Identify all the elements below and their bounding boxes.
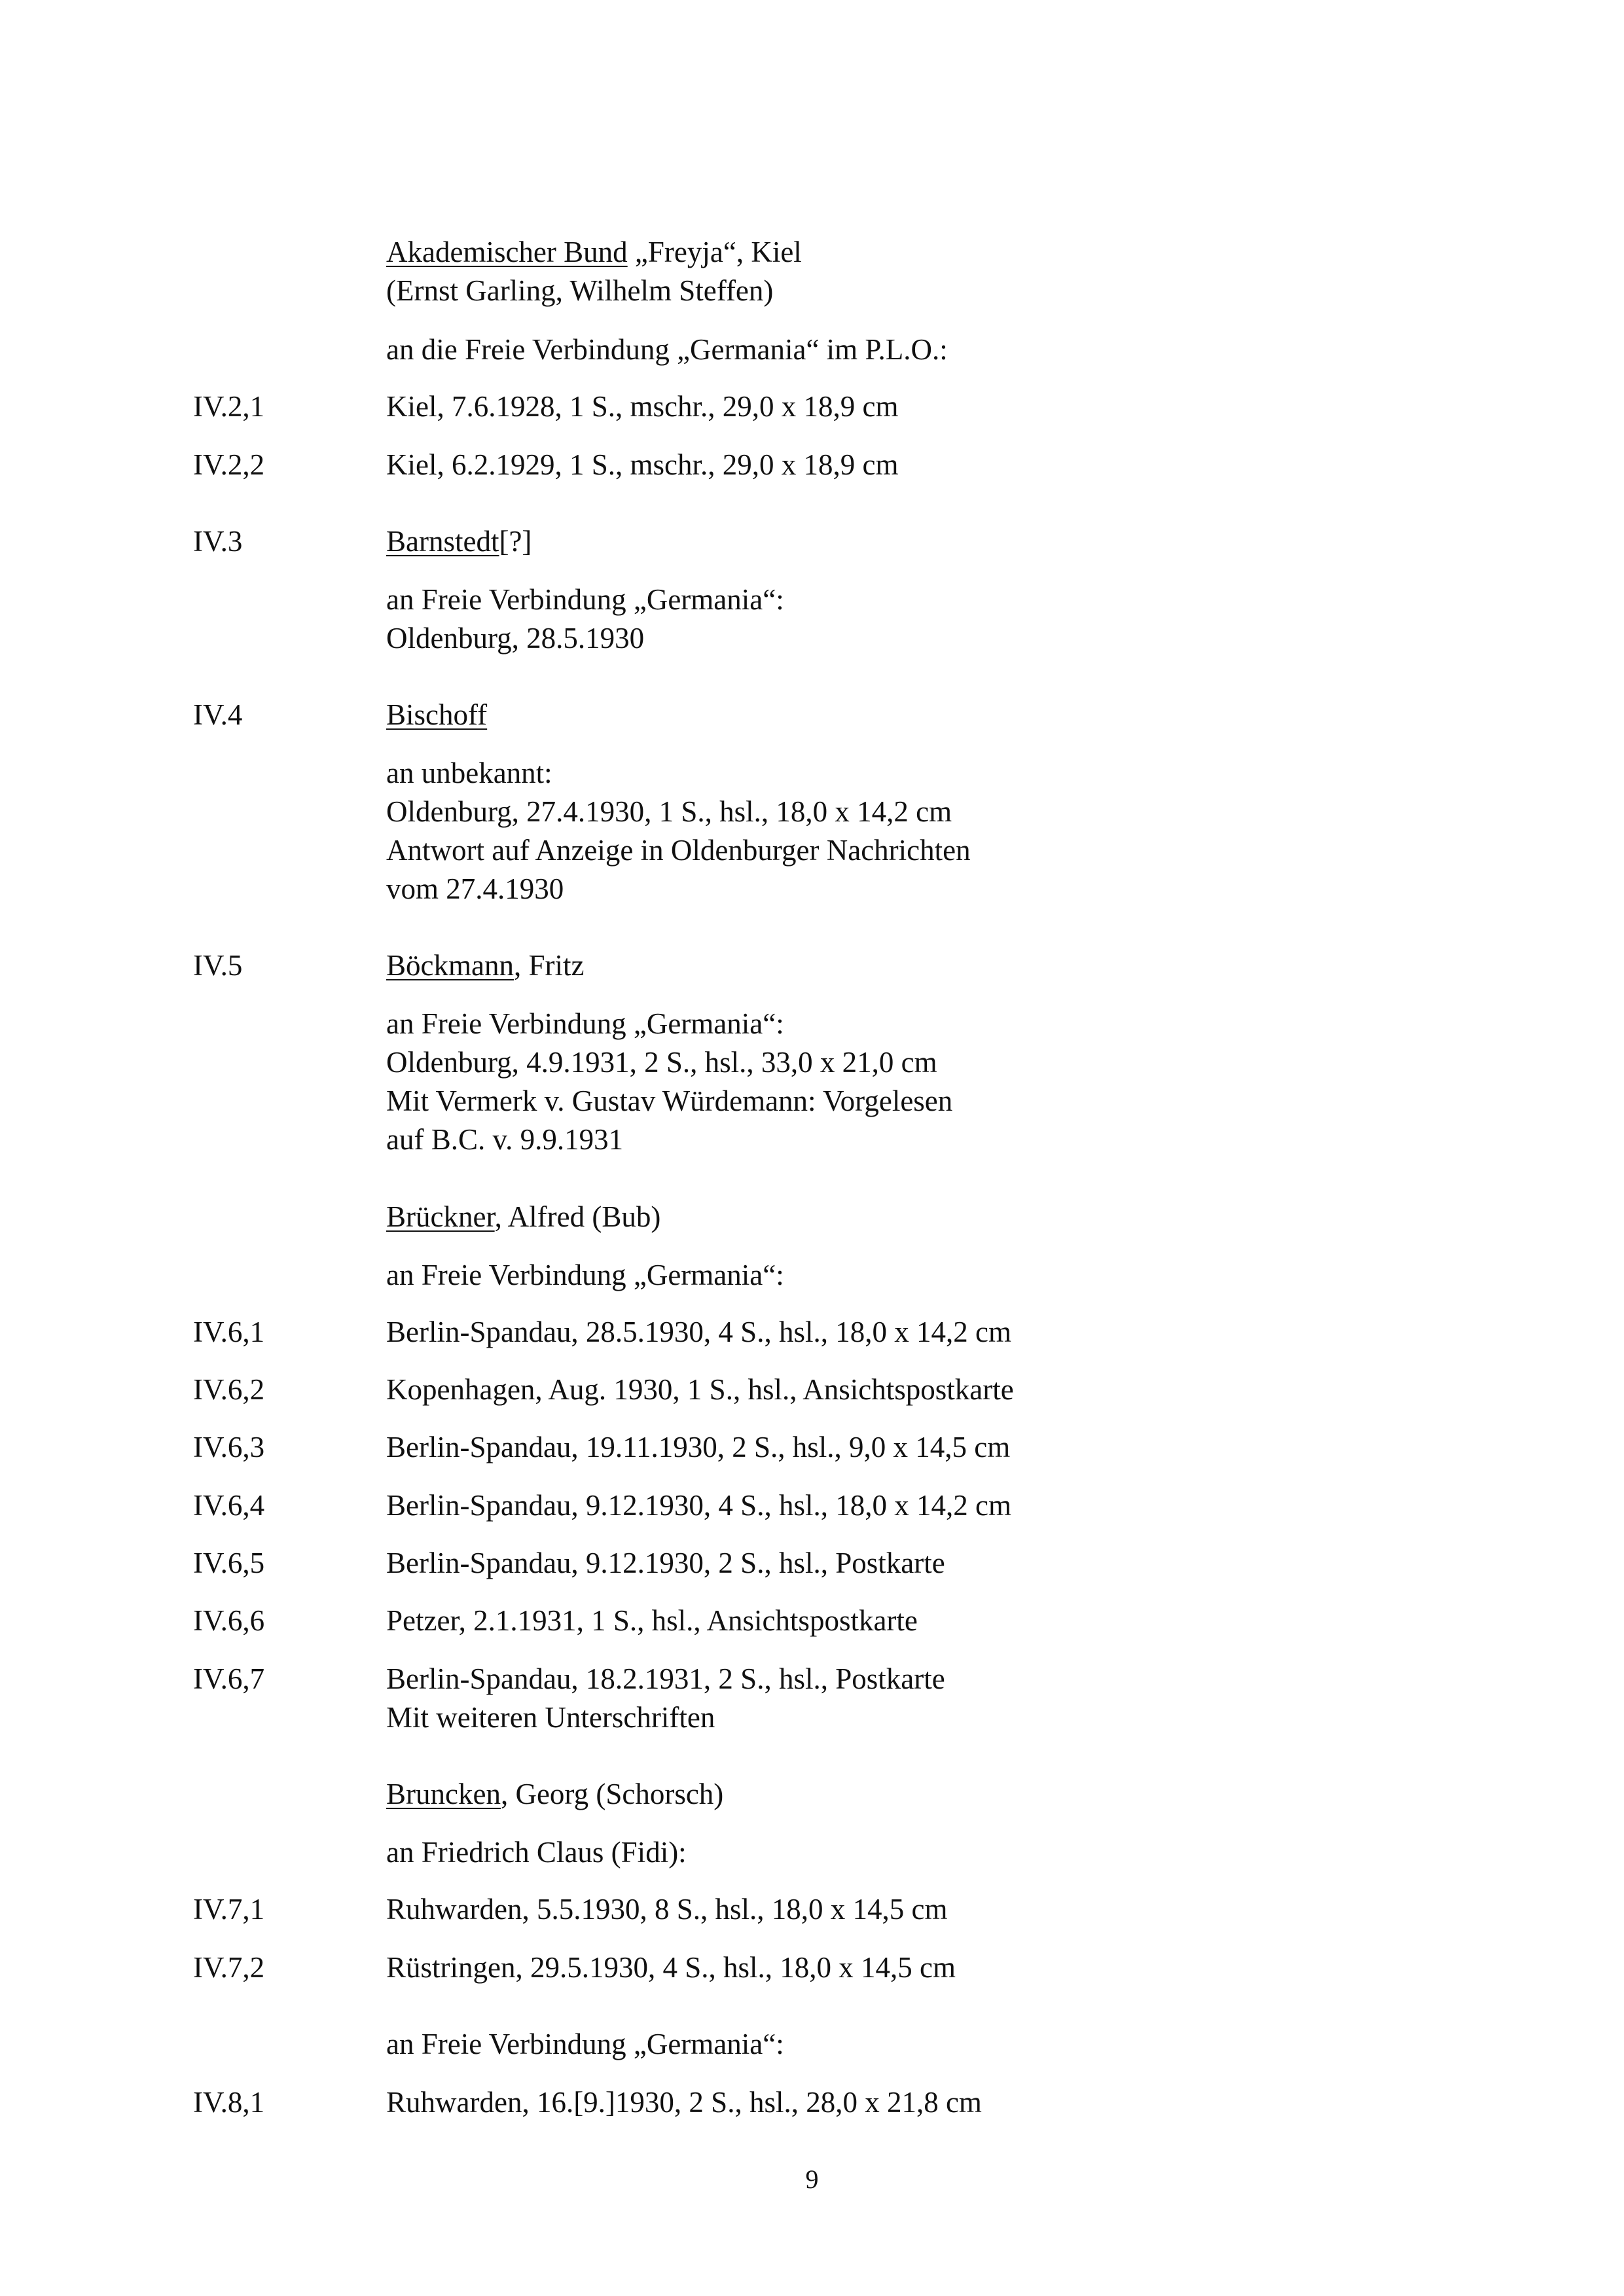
item-description: Berlin-Spandau, 9.12.1930, 4 S., hsl., 18,0 x 14,2 cm (386, 1489, 1011, 1522)
recipient-line: an Friedrich Claus (Fidi): (386, 1836, 687, 1869)
correspondent-name: Bruncken (386, 1778, 501, 1810)
item-note: vom 27.4.1930 (386, 872, 564, 905)
item-description: Petzer, 2.1.1931, 1 S., hsl., Ansichtspostkarte (386, 1604, 918, 1637)
entry-heading-line2: (Ernst Garling, Wilhelm Steffen) (386, 274, 774, 307)
item-description: Berlin-Spandau, 19.11.1930, 2 S., hsl., 9,0 x 14,5 cm (386, 1431, 1011, 1463)
item-signature: IV.6,1 (193, 1316, 265, 1348)
recipient-line: an Freie Verbindung „Germania“: (386, 583, 784, 616)
item-signature: IV.7,1 (193, 1893, 265, 1926)
item-signature: IV.2,2 (193, 448, 265, 481)
item-description: Kiel, 6.2.1929, 1 S., mschr., 29,0 x 18,9 cm (386, 448, 899, 481)
entry-heading (386, 1774, 723, 1814)
item-signature: IV.2,1 (193, 390, 265, 423)
item-description: Kopenhagen, Aug. 1930, 1 S., hsl., Ansichtspostkarte (386, 1373, 1014, 1406)
recipient-line: an die Freie Verbindung „Germania“ im P.L.O.: (386, 333, 948, 366)
item-signature: IV.6,6 (193, 1604, 265, 1637)
correspondent-detail: , Alfred (Bub) (494, 1200, 661, 1233)
item-description: Oldenburg, 27.4.1930, 1 S., hsl., 18,0 x 14,2 cm (386, 795, 952, 828)
item-signature: IV.3 (193, 525, 243, 558)
item-signature: IV.5 (193, 949, 243, 982)
correspondent-detail: „Freyja“, Kiel (627, 236, 802, 268)
correspondent-detail: , Georg (Schorsch) (500, 1778, 724, 1810)
item-signature: IV.4 (193, 698, 243, 731)
item-description: Oldenburg, 4.9.1931, 2 S., hsl., 33,0 x 21,0 cm (386, 1046, 937, 1079)
item-description: Kiel, 7.6.1928, 1 S., mschr., 29,0 x 18,9 cm (386, 390, 899, 423)
correspondent-name: Akademischer Bund (386, 236, 628, 268)
page-number: 9 (805, 2164, 819, 2194)
recipient-line: an Freie Verbindung „Germania“: (386, 1259, 784, 1291)
recipient-line: an unbekannt: (386, 757, 552, 789)
item-description: Berlin-Spandau, 18.2.1931, 2 S., hsl., Postkarte (386, 1662, 945, 1695)
item-description: Rüstringen, 29.5.1930, 4 S., hsl., 18,0 x 14,5 cm (386, 1951, 956, 1984)
correspondent-name: Brückner (386, 1200, 495, 1233)
entry-heading (386, 695, 487, 734)
item-note: Mit Vermerk v. Gustav Würdemann: Vorgelesen (386, 1085, 953, 1117)
entry-heading (386, 946, 584, 985)
item-signature: IV.6,4 (193, 1489, 265, 1522)
correspondent-name: Barnstedt (386, 525, 499, 558)
item-signature: IV.8,1 (193, 2086, 265, 2119)
item-note: Mit weiteren Unterschriften (386, 1701, 715, 1734)
item-description: Ruhwarden, 16.[9.]1930, 2 S., hsl., 28,0 x 21,8 cm (386, 2086, 982, 2119)
correspondent-detail: [?] (499, 525, 532, 558)
item-signature: IV.6,5 (193, 1547, 265, 1579)
item-signature: IV.6,7 (193, 1662, 265, 1695)
item-description: Ruhwarden, 5.5.1930, 8 S., hsl., 18,0 x 14,5 cm (386, 1893, 948, 1926)
item-description: Berlin-Spandau, 28.5.1930, 4 S., hsl., 18,0 x 14,2 cm (386, 1316, 1011, 1348)
item-note: auf B.C. v. 9.9.1931 (386, 1123, 624, 1156)
correspondent-name: Bischoff (386, 698, 488, 731)
entry-heading (386, 522, 532, 561)
item-signature: IV.6,2 (193, 1373, 265, 1406)
entry-heading (386, 232, 802, 272)
item-description: Oldenburg, 28.5.1930 (386, 622, 645, 655)
correspondent-name: Böckmann (386, 949, 514, 982)
recipient-line: an Freie Verbindung „Germania“: (386, 1007, 784, 1040)
item-signature: IV.6,3 (193, 1431, 265, 1463)
item-signature: IV.7,2 (193, 1951, 265, 1984)
entry-heading (386, 1197, 660, 1236)
item-note: Antwort auf Anzeige in Oldenburger Nachrichten (386, 834, 971, 867)
correspondent-detail: , Fritz (513, 949, 585, 982)
recipient-line: an Freie Verbindung „Germania“: (386, 2028, 784, 2060)
item-description: Berlin-Spandau, 9.12.1930, 2 S., hsl., Postkarte (386, 1547, 945, 1579)
